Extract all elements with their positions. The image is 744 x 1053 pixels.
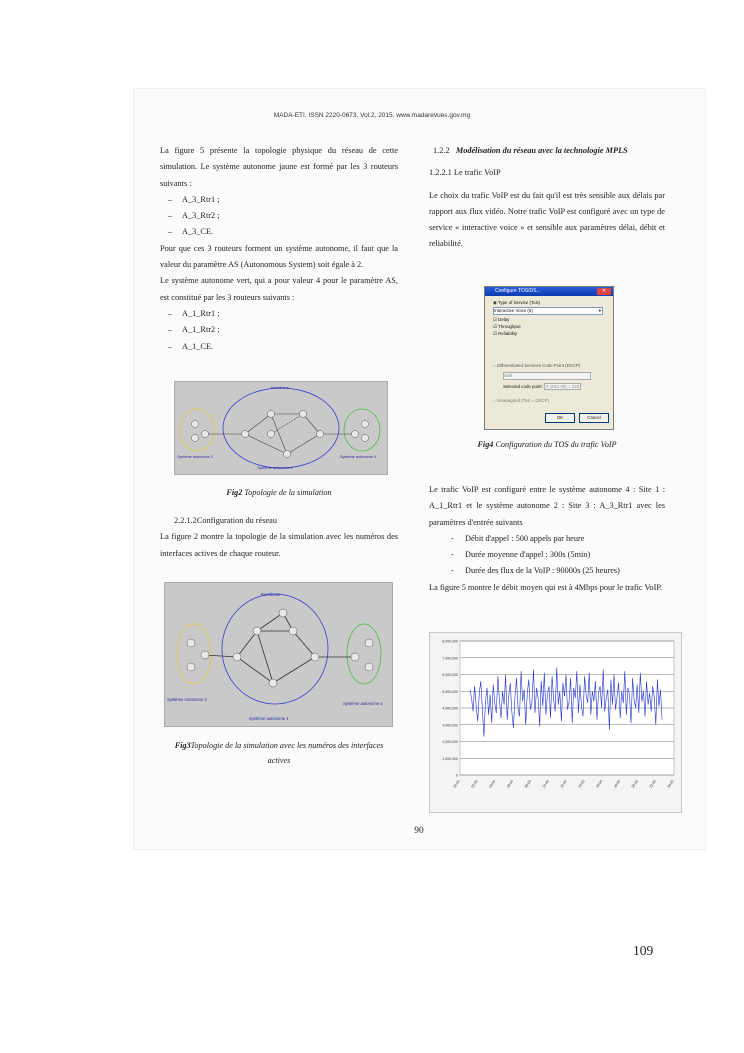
list-item: - Débit d'appel : 500 appels par heure [429,531,665,547]
right-section-2 [429,482,665,596]
cancel-button[interactable]: Cancel [579,413,609,423]
running-header: MADA-ETI, ISSN 2220-0673, Vol.2, 2015, www.madarevues.gov.mg [273,112,471,119]
checkbox-throughput[interactable]: ☑ Throughput [493,324,521,329]
tos-select[interactable] [493,307,603,315]
fig2-caption [160,485,398,500]
fig4-caption-text: Configuration du TOS du trafic VoIP [493,440,617,449]
ok-button[interactable]: OK [545,413,575,423]
paragraph: Le choix du trafic VoIP est du fait qu'il est très sensible aux délais par rapport aux flux vidéo. Notre trafic VoIP est configuré avec un type de service « interactive voice » et sensible aux paramètres délai, débit et reliabilité. [429,190,665,249]
fig2-caption-num: Fig2 [226,488,243,497]
paragraph: Pour que ces 3 routeurs forment un système autonome, il faut que la valeur du paramètre AS (Autonomous System) soit égale à 2. [160,243,398,270]
figure-2-topology [174,381,388,475]
list-item: – A_1_Rtr2 ; [160,322,398,338]
dialog-title: Configure TOS/DS... [495,288,541,294]
x-tick-label: 08:00 [523,779,533,789]
y-tick-label: 5,000,000 [442,689,458,694]
x-tick-label: 18:00 [613,779,622,789]
fig2-sa2-label: Système autonome 2 [177,455,213,459]
fig2-backbone-label: Backbone [271,385,289,390]
tos-select-value: Interactive Voice (6) [494,308,533,313]
radio-unassigned-label: Unassigned (ToS = DSCP) [496,398,549,403]
fig2-sa4-label: Système autonome 4 [340,455,376,459]
fig2-sa1-label: Système autonome 1 [257,466,293,470]
fig4-caption-num: Fig4 [477,440,494,449]
radio-dscp[interactable]: ○ Differentiated Services Code Point (DSCP) [493,363,581,368]
checkbox-reliability[interactable]: ☑ Reliability [493,331,517,336]
paragraph: Le système autonome vert, qui a pour valeur 4 pour le paramètre AS, est constitué par les 3 routeurs suivants : [160,276,398,302]
checkbox-delay[interactable]: ☑ Delay [493,317,510,322]
chevron-down-icon: ▾ [598,308,601,313]
x-tick-label: 10:00 [541,779,550,789]
x-tick-label: 12:00 [559,779,568,789]
paragraph: La figure 2 montre la topologie de la simulation avec les numéros des interfaces actives de chaque routeur. [160,532,398,558]
list-item: – A_3_CE. [160,224,398,240]
x-tick-label: 02:00 [470,779,479,789]
dscp-select[interactable] [503,372,591,380]
heading-title: Modélisation du réseau avec la technologie MPLS [455,146,628,155]
x-tick-label: 06:00 [506,779,515,789]
y-tick-label: 2,000,000 [442,740,458,744]
voip-throughput-chart [429,632,682,813]
y-tick-label: 4,000,000 [442,706,458,711]
fig2-caption-text: Topologie de la simulation [242,488,332,497]
fig3-caption-text: Topologie de la simulation avec les numéros des interfaces actives [190,741,384,765]
section-heading: 2.2.1.2Configuration du réseau [174,516,277,525]
list-item: – A_3_Rtr1 ; [160,192,398,208]
y-tick-label: 1,000,000 [442,756,458,761]
x-tick-label: 16:00 [595,779,604,789]
section-heading [429,143,665,159]
fig3-backbone-label: Backbone [261,592,281,597]
dscp-select-value: Soft [504,373,512,378]
list-item: – A_1_CE. [160,339,398,355]
right-column [429,143,665,253]
codepoint-label: Selected code point: [503,384,543,389]
left-section-2 [160,513,398,562]
x-tick-label: 14:00 [577,779,586,789]
x-tick-label: 20:00 [630,779,640,789]
radio-dscp-label: Differentiated Services Code Point (DSCP) [496,363,581,368]
paragraph: Le trafic VoIP est configuré entre le système autonome 4 : Site 1 : A_1_Rtr1 et le système autonome 2 : Site 3 : A_3_Rtr1 avec les paramètres d'entrée suivants [429,485,665,527]
list-item: - Durée moyenne d'appel : 300s (5min) [429,547,665,563]
y-tick-label: 0 [456,773,458,778]
list-item: – A_1_Rtr1 ; [160,306,398,322]
paragraph: La figure 5 présente la topologie physique du réseau de cette simulation. Le système autonome jaune est formé par les 3 routeurs suivants : [160,146,398,188]
y-tick-label: 3,000,000 [442,723,458,728]
fig3-caption-num: Fig3 [174,741,191,750]
fig3-caption [168,738,390,768]
chart-canvas [430,633,681,812]
paragraph: La figure 5 montre le débit moyen qui est à 4Mbps pour le trafic VoIP. [429,582,663,592]
configure-tos-dialog [484,286,614,430]
radio-tos-label: Type of Service (ToS) [497,300,540,305]
x-tick-label: 00:00 [452,779,461,789]
close-icon[interactable]: ✕ [597,288,611,295]
y-tick-label: 8,000,000 [442,639,458,644]
list-item: – A_3_Rtr2 ; [160,208,398,224]
fig3-sa1-label: Système autonome 1 [249,716,289,721]
x-tick-label: 24:00 [666,779,675,789]
figure-3-topology [164,582,393,727]
outer-page-number: 109 [633,943,654,958]
codepoint-value: 0 1011 00) = 220 [546,384,580,389]
checkbox-reliability-label: Reliability [498,331,517,336]
radio-tos[interactable]: ◉ Type of Service (ToS) [493,300,540,305]
heading-number: 1.2.2 [433,146,450,155]
fig3-sa2-label: Système Autonome 2 [167,697,207,702]
list-item: - Durée des flux de la VoIP : 90000s (25 heures) [429,563,665,579]
x-tick-label: 22:00 [648,779,657,789]
fig3-sa4-label: Système autonome 4 [343,701,383,706]
checkbox-throughput-label: Throughput [498,324,521,329]
left-column [160,143,398,355]
fig4-caption [429,437,665,452]
x-tick-label: 04:00 [488,779,497,789]
codepoint-row [503,384,581,389]
subheading: 1.2.2.1 Le trafic VoIP [429,168,501,178]
radio-unassigned[interactable]: ○ Unassigned (ToS = DSCP) [493,398,549,403]
dialog-titlebar [485,287,613,296]
checkbox-delay-label: Delay [498,317,510,322]
y-tick-label: 6,000,000 [442,673,458,677]
y-tick-label: 7,000,000 [442,656,458,661]
inner-page-number: 90 [414,826,424,836]
